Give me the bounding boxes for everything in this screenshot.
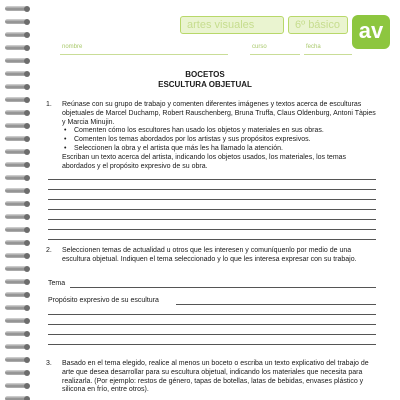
spiral-hole (24, 383, 30, 389)
answer-line[interactable] (48, 344, 376, 345)
answer-line[interactable] (48, 199, 376, 200)
spiral-hole (24, 266, 30, 272)
question-1-instruction: Escriban un texto acerca del artista, indicando los objetos usados, los materiales, los temas abordados y el propósito expresivo de su obra. (62, 153, 347, 170)
tema-label: Tema (48, 280, 66, 287)
spiral-hole (24, 305, 30, 311)
title-line-1: BOCETOS (185, 70, 225, 79)
spiral-hole (24, 396, 30, 400)
answer-line[interactable] (48, 314, 376, 315)
spiral-hole (24, 318, 30, 324)
answer-line[interactable] (48, 209, 376, 210)
worksheet-title (40, 70, 370, 90)
spiral-hole (24, 188, 30, 194)
date-label: fecha (306, 44, 321, 50)
answer-line[interactable] (48, 334, 376, 335)
student-info-row (40, 44, 350, 58)
spiral-hole (24, 370, 30, 376)
answer-line[interactable] (48, 229, 376, 230)
question-3-text: Basado en el tema elegido, realice al menos un boceto o escriba un texto explicativo del trabajo de arte que desea desarrollar para su escultura objetual, indicando los materiales que necesita para realizarla. (Por ejemplo: restos de género, tapas de botellas, latas de bebidas, envases plástico y silicona en frío, entre otros). (62, 360, 369, 394)
spiral-hole (24, 97, 30, 103)
spiral-hole (24, 344, 30, 350)
course-field[interactable] (250, 54, 300, 55)
spiral-hole (24, 214, 30, 220)
question-2 (46, 247, 376, 265)
question-1-bullets (74, 127, 376, 153)
spiral-hole (24, 32, 30, 38)
question-1 (46, 101, 376, 171)
spiral-hole (24, 227, 30, 233)
date-field[interactable] (304, 54, 352, 55)
spiral-hole (24, 331, 30, 337)
spiral-hole (24, 357, 30, 363)
name-field[interactable] (60, 54, 228, 55)
spiral-hole (24, 123, 30, 129)
spiral-hole (24, 6, 30, 12)
spiral-hole (24, 175, 30, 181)
spiral-binding (0, 0, 30, 400)
question-3-number: 3. (46, 360, 52, 367)
bullet-item: • Seleccionen la obra y el artista que más les ha llamado la atención. (74, 145, 376, 154)
spiral-hole (24, 136, 30, 142)
question-2-number: 2. (46, 247, 52, 254)
answer-line[interactable] (48, 239, 376, 240)
spiral-hole (24, 201, 30, 207)
spiral-hole (24, 292, 30, 298)
spiral-hole (24, 149, 30, 155)
name-label: nombre (62, 44, 83, 50)
bullet-item: • Comenten cómo los escultores han usado los objetos y materiales en sus obras. (74, 127, 376, 136)
answer-line[interactable] (48, 324, 376, 325)
spiral-hole (24, 240, 30, 246)
answer-line[interactable] (48, 219, 376, 220)
spiral-hole (24, 162, 30, 168)
spiral-hole (24, 253, 30, 259)
spiral-hole (24, 84, 30, 90)
spiral-hole (24, 19, 30, 25)
question-1-number: 1. (46, 101, 52, 108)
course-label: curso (252, 44, 267, 50)
spiral-hole (24, 279, 30, 285)
question-3 (46, 360, 376, 395)
question-1-text: Reúnase con su grupo de trabajo y comenten diferentes imágenes y textos acerca de esculturas objetuales de Marcel Duchamp, Robert Rauschenberg, Bruna Truffa, Claus Oldenburg, Antoni Tàpies y Marcia Minujin. (62, 101, 376, 126)
purpose-field[interactable] (176, 304, 376, 305)
answer-line[interactable] (48, 189, 376, 190)
spiral-hole (24, 110, 30, 116)
purpose-label: Propósito expresivo de su escultura (48, 297, 159, 304)
spiral-hole (24, 45, 30, 51)
spiral-hole (24, 58, 30, 64)
subject-label: artes visuales (180, 16, 284, 34)
question-2-text: Seleccionen temas de actualidad u otros que les interesen y comuníquenlo por medio de una escultura objetual. Indiquen el tema seleccionado y lo que les interesa expresar con su trabajo. (62, 247, 357, 263)
spiral-hole (24, 71, 30, 77)
av-logo: av (352, 15, 390, 49)
bullet-item: • Comenten los temas abordados por los artistas y sus propósitos expresivos. (74, 136, 376, 145)
grade-label: 6º básico (288, 16, 348, 34)
answer-line[interactable] (48, 179, 376, 180)
tema-field[interactable] (70, 287, 376, 288)
title-line-2: ESCULTURA OBJETUAL (158, 80, 252, 89)
